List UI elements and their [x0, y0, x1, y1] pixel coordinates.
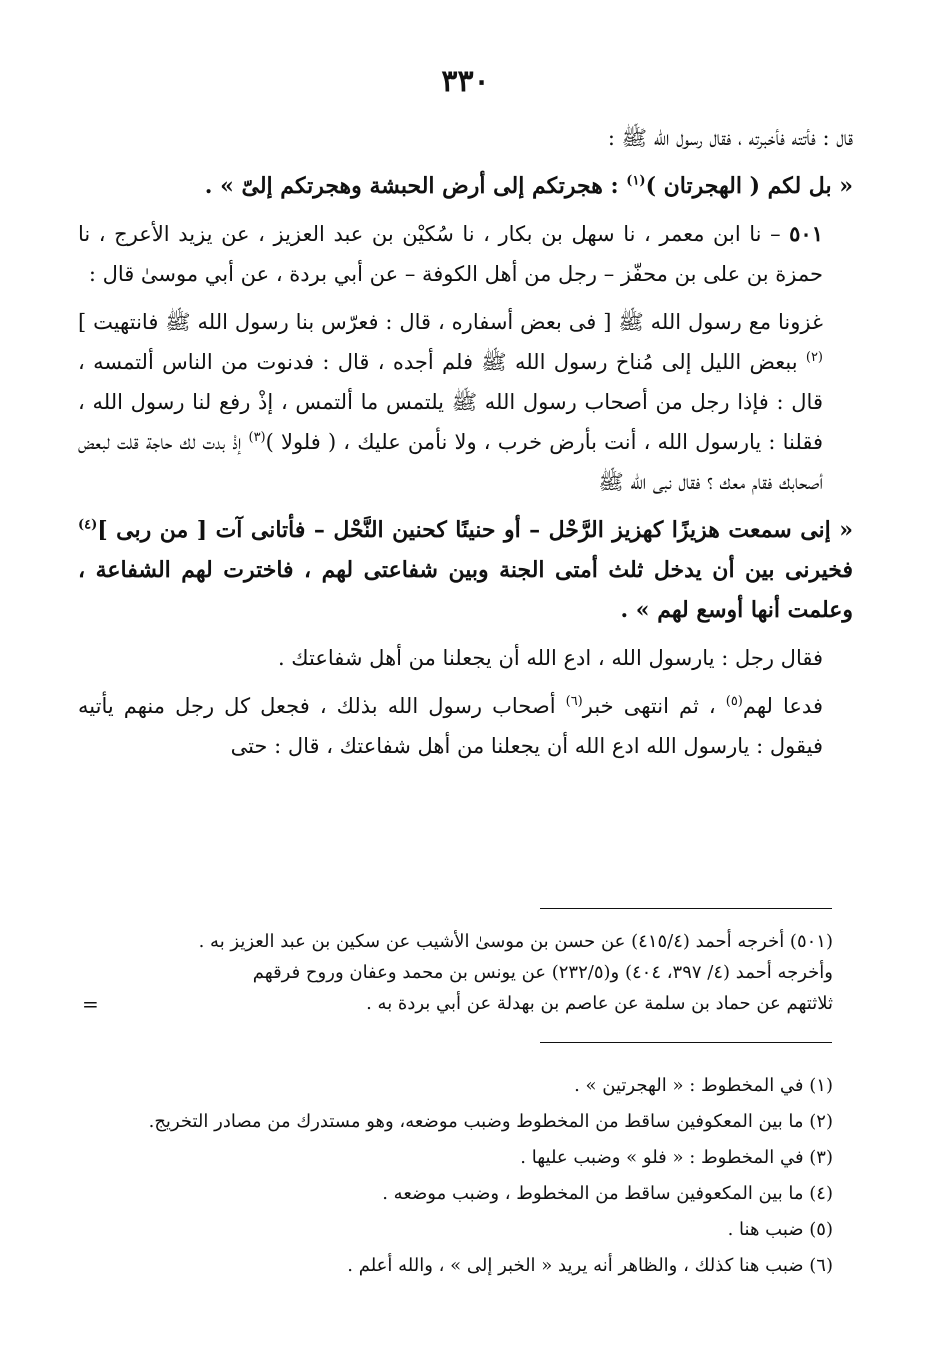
- footnote-ref-6: (٦): [565, 694, 583, 709]
- page-number: ٣٣٠: [441, 64, 490, 99]
- footnote-ref-5: (٥): [725, 694, 743, 709]
- footnote-4: (٤) ما بين المكعوفين ساقط من المخطوط ، وضبب موضعه .: [382, 1183, 833, 1204]
- footnote-ref-4: (٤): [78, 517, 98, 533]
- takhrij-divider: [540, 908, 832, 909]
- intro-line: قال : فأتته فأخبرته ، فقال رسول الله ﷺ :: [607, 126, 853, 150]
- footnote-ref-2: (٢): [805, 350, 823, 365]
- main-text: [78, 118, 853, 774]
- footnote-ref-1: (١): [626, 173, 646, 189]
- footnote-5: (٥) ضبب هنا .: [727, 1219, 833, 1240]
- takhrij-notes: [78, 926, 833, 1019]
- footnote-6: (٦) ضبب هنا كذلك ، والظاهر أنه يريد « الخبر إلى » ، والله أعلم .: [347, 1255, 833, 1276]
- takhrij-line: ثلاثتهم عن حماد بن سلمة عن عاصم بن بهدلة عن أبي بردة به .: [366, 993, 833, 1014]
- takhrij-line: وأخرجه أحمد (٤/ ٣٩٧، ٤٠٤) و(٢٣٢/٥) عن يونس بن محمد وعفان وروح فرقهم: [252, 962, 833, 983]
- man-said: فقال رجل : يارسول الله ، ادع الله أن يجعلنا من أهل شفاعتك .: [277, 646, 823, 670]
- continuation-mark: =: [82, 992, 99, 1016]
- footnotes-divider: [540, 1042, 832, 1043]
- hadith-501: ٥٠١ – نا ابن معمر ، نا سهل بن بكار ، نا سُكيْن بن عبد العزيز ، عن يزيد الأعرج ، نا حمزة بن على بن محفّز – رجل من أهل الكوفة – عن أبي بردة ، عن أبي موسىٰ قال :: [78, 221, 823, 286]
- takhrij-line: (٥٠١) أخرجه أحمد (٤١٥/٤) عن حسن بن موسىٰ الأشيب عن سكين بن عبد العزيز به .: [198, 931, 833, 952]
- footnote-ref-3: (٣): [248, 430, 266, 445]
- footnotes: [78, 1068, 833, 1284]
- closing-paragraph: فدعا لهم$^{(٥)}$ ، ثم انتهى خبر$^{(٦)}$ أصحاب رسول الله بذلك ، فجعل كل رجل منهم يأتيه فيقول : يارسول الله ادع الله أن يجعلنا من أهل شفاعتك ، قال : حتى: [78, 694, 823, 758]
- footnote-3: (٣) في المخطوط : « فلو » وضبب عليها .: [520, 1147, 833, 1168]
- footnote-2: (٢) ما بين المعكوفين ساقط من المخطوط وضبب موضعه، وهو مستدرك من مصادر التخريج.: [148, 1111, 833, 1132]
- hadith-number: ٥٠١: [789, 221, 823, 246]
- footnote-1: (١) في المخطوط : « الهجرتين » .: [574, 1075, 833, 1096]
- quote-hijra: « بل لكم ( الهجرتان )$^{(١)}$ : هجرتكم إلى أرض الحبشة وهجرتكم إلىّ » .: [204, 173, 853, 199]
- narration: غزونا مع رسول الله ﷺ [ فى بعض أسفاره ، قال : فعرّس بنا رسول الله ﷺ فانتهيت ]$^{(٢)}$ ببعض الليل إلى مُناخ رسول الله ﷺ فلم أجده ، قال : فدنوت من الناس ألتمسه ، قال : فإذا رجل من أصحاب رسول الله ﷺ يلتمس ما ألتمس ، إذْ رفع لنا رسول الله ، فقلنا : يارسول الله ، أنت بأرض خرب ، ولا نأمن عليك ، ( فلولا )$^{(٣)}$ إذْ بدت لك حاجة قلت لبعض أصحابك فقام معك ؟ فقال نبى الله ﷺ: [78, 310, 823, 494]
- quote-shafaa: « إنى سمعت هزيزًا كهزيز الرَّحْل – أو حنينًا كحنين النَّحْل – فأتانى آت [ من ربى ]$^{(٤)}$ فخيرنى بين أن يدخل ثلث أمتى الجنة وبين شفاعتى لهم ، فاخترت لهم الشفاعة ، وعلمت أنها أوسع لهم » .: [78, 517, 853, 623]
